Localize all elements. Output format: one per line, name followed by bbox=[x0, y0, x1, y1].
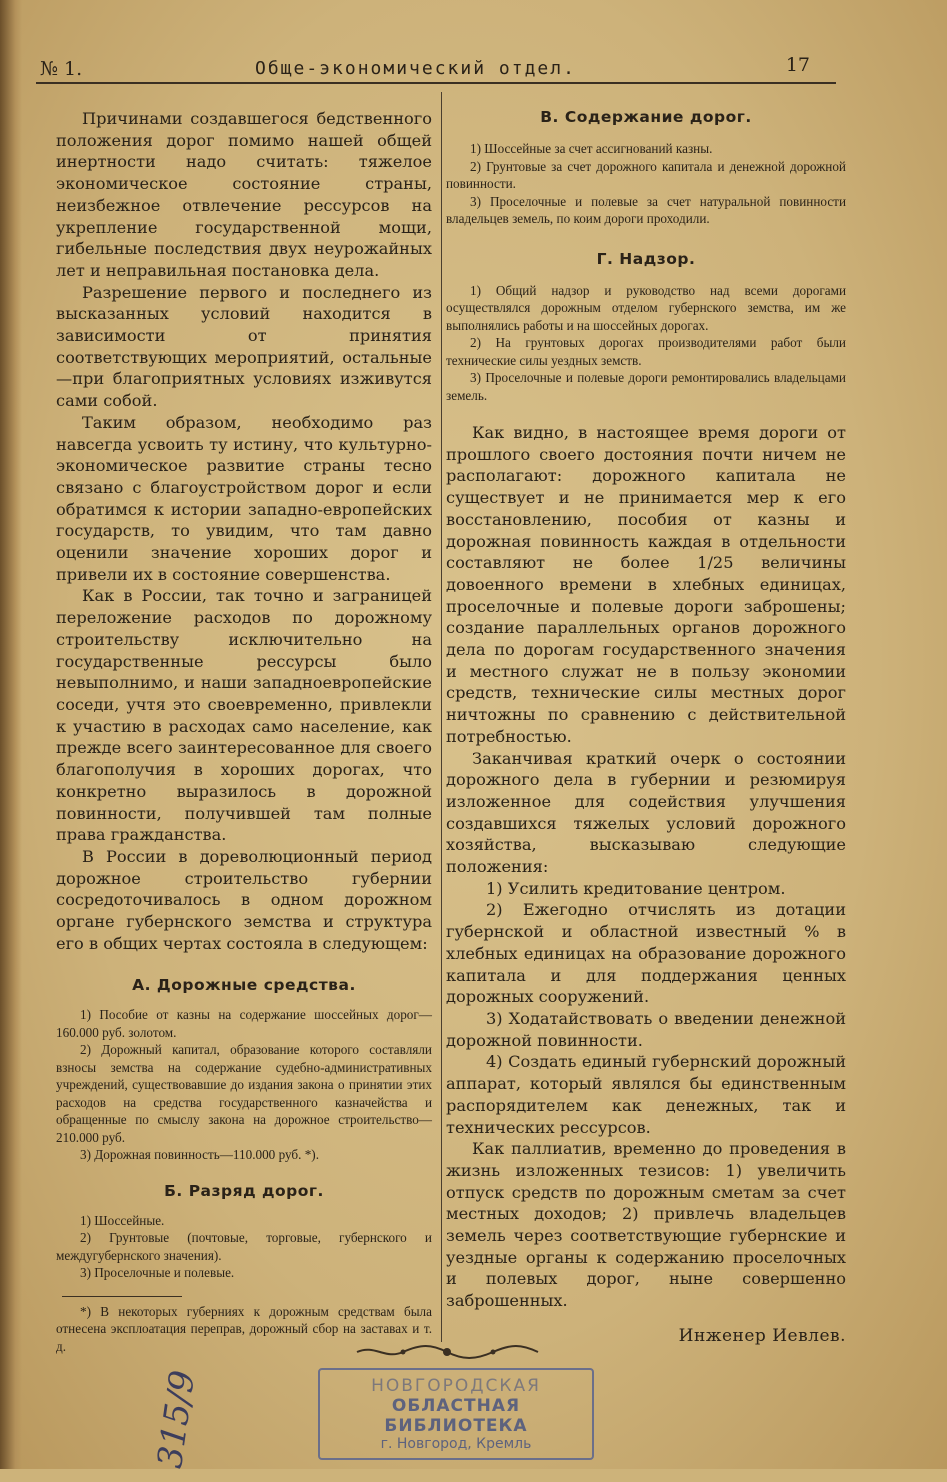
section-heading-b: Б. Разряд дорог. bbox=[164, 1181, 324, 1200]
list-item: 2) На грунтовых дорогах производителями работ были технические силы уездных земств. bbox=[446, 335, 846, 368]
list-item: 1) Общий надзор и руководство над всеми дорогами осуществлялся дорожным отделом губернского земства, им же выполнялись работы и на шоссейных дорогах. bbox=[446, 282, 846, 333]
header-rule bbox=[36, 82, 836, 84]
list-item: 1) Шоссейные. bbox=[80, 1212, 165, 1228]
library-stamp bbox=[318, 1368, 594, 1460]
list-item: 2) Дорожный капитал, образование которого составляли взносы земства на содержание судебно-административных учреждений, существовавшие до издания закона о принятии этих расходов на средства государственного казначейства и обращенные по смыслу закона на дорожное строительство—210.000 руб. bbox=[56, 1042, 432, 1145]
section-heading-g: Г. Надзор. bbox=[596, 249, 696, 268]
footnote: *) В некоторых губерниях к дорожным средствам была отнесена эксплоатация переправ, дорожный сбор на заставах и т. д. bbox=[56, 1303, 432, 1354]
list-item: 3) Дорожная повинность—110.000 руб. *). bbox=[80, 1147, 319, 1163]
page-binding-edge bbox=[0, 0, 22, 1469]
list-item: 3) Проселочные и полевые. bbox=[80, 1265, 235, 1281]
paragraph: Как в России, так точно и заграницей переложение расходов по дорожному строительству исключительно на государственные рессурсы было невыполнимо, и наши западноевропейские соседи, учтя это своевременно, привлекли к участию в расходах само население, как прежде всего заинтересованное для своего благополучия в хороших дорогах, что конкретно выразилось в дорожной повинности, получившей там полные права гражданства. bbox=[56, 586, 432, 845]
proposal-item: 2) Ежегодно отчислять из дотации губернской и областной известный % в хлебных единицах на образование дорожного капитала и для поддержания ценных дорожных сооружений. bbox=[446, 900, 846, 1007]
proposal-item: 4) Создать единый губернский дорожный аппарат, который являлся бы единственным распорядителем как денежных, так и технических рессурсов. bbox=[446, 1052, 846, 1137]
footnote-rule bbox=[62, 1296, 182, 1297]
paragraph: Как паллиатив, временно до проведения в жизнь изложенных тезисов: 1) увеличить отпуск средств по дорожным сметам за счет местных доходов; 2) привлечь владельцев земель через соответствующие губернские и уездные органы к содержанию проселочных и полевых дорог, ныне совершенно заброшенных. bbox=[446, 1139, 846, 1311]
stamp-line: НОВГОРОДСКАЯ bbox=[371, 1376, 541, 1396]
paragraph: Таким образом, необходимо раз навсегда усвоить ту истину, что культурно-экономическое развитие страны тесно связано с благоустройством дорог и если обратимся к истории западно-европейских государств, то увидим, что там давно оценили значение хороших дорог и привели их в состояние совершенства. bbox=[56, 412, 432, 584]
paragraph: В России в дореволюционный период дорожное строительство губернии сосредоточивалось в одном дорожном органе губернского земства и структура его в общих чертах состояла в следующем: bbox=[56, 846, 432, 953]
author-signature: Инженер Иевлев. bbox=[678, 1325, 846, 1346]
paragraph: Как видно, в настоящее время дороги от прошлого своего достояния почти ничем не располагают: дорожного капитала не существует и не принимается мер к его восстановлению, пособия от казны и дорожная повинность каждая в отдельности составляют не более 1/25 величины довоенного времени в хлебных единицах, проселочные и полевые дороги заброшены; создание параллельных органов дорожного дела по дорогам государственного значения и местного служат не в пользу экономии средств, технические силы местных дорог ничтожны по сравнению с действительной потребностью. bbox=[446, 423, 846, 746]
section-heading-v: В. Содержание дорог. bbox=[540, 108, 752, 126]
issue-number: № 1. bbox=[40, 58, 83, 80]
section-heading-a: А. Дорожные средства. bbox=[132, 976, 356, 995]
section-title: Обще-экономический отдел. bbox=[255, 58, 576, 79]
left-column bbox=[56, 108, 432, 1355]
right-column bbox=[446, 108, 846, 1346]
list-item: 2) Грунтовые (почтовые, торговые, губернского и междугубернского значения). bbox=[56, 1230, 432, 1263]
list-item: 2) Грунтовые за счет дорожного капитала и денежной дорожной повинности. bbox=[446, 158, 846, 191]
list-item: 1) Шоссейные за счет ассигнований казны. bbox=[470, 141, 713, 156]
page-header bbox=[40, 52, 830, 84]
page-number: 17 bbox=[785, 54, 810, 76]
list-item: 1) Пособие от казны на содержание шоссейных дорог—160.000 руб. золотом. bbox=[56, 1007, 432, 1040]
column-divider bbox=[441, 92, 442, 1342]
paragraph: Разрешение первого и последнего из высказанных условий находится в зависимости от принятия соответствующих мероприятий, остальные—при благоприятных условиях изживутся сами собой. bbox=[56, 282, 432, 411]
paragraph: Заканчивая краткий очерк о состоянии дорожного дела в губернии и резюмируя изложенное для содействия улучшения создавшихся тяжелых условий дорожного хозяйства, высказываю следующие положения: bbox=[446, 748, 846, 877]
stamp-line: г. Новгород, Кремль bbox=[380, 1436, 532, 1452]
list-item: 3) Проселочные и полевые за счет натуральной повинности владельцев земель, по коим дороги проходили. bbox=[446, 193, 846, 226]
stamp-line: ОБЛАСТНАЯ БИБЛИОТЕКА bbox=[384, 1396, 528, 1436]
list-item: 3) Проселочные и полевые дороги ремонтировались владельцами земель. bbox=[446, 370, 846, 403]
proposal-item: 3) Ходатайствовать о введении денежной дорожной повинности. bbox=[446, 1008, 846, 1050]
proposal-item: 1) Усилить кредитование центром. bbox=[486, 878, 786, 898]
ornament-divider-icon bbox=[355, 1342, 540, 1362]
paragraph: Причинами создавшегося бедственного положения дорог помимо нашей общей инертности надо считать: тяжелое экономическое состояние страны, неизбежное отвлечение рессурсов на укрепление государственной мощи, гибельные последствия двух неурожайных лет и неправильная постановка дела. bbox=[56, 109, 432, 280]
